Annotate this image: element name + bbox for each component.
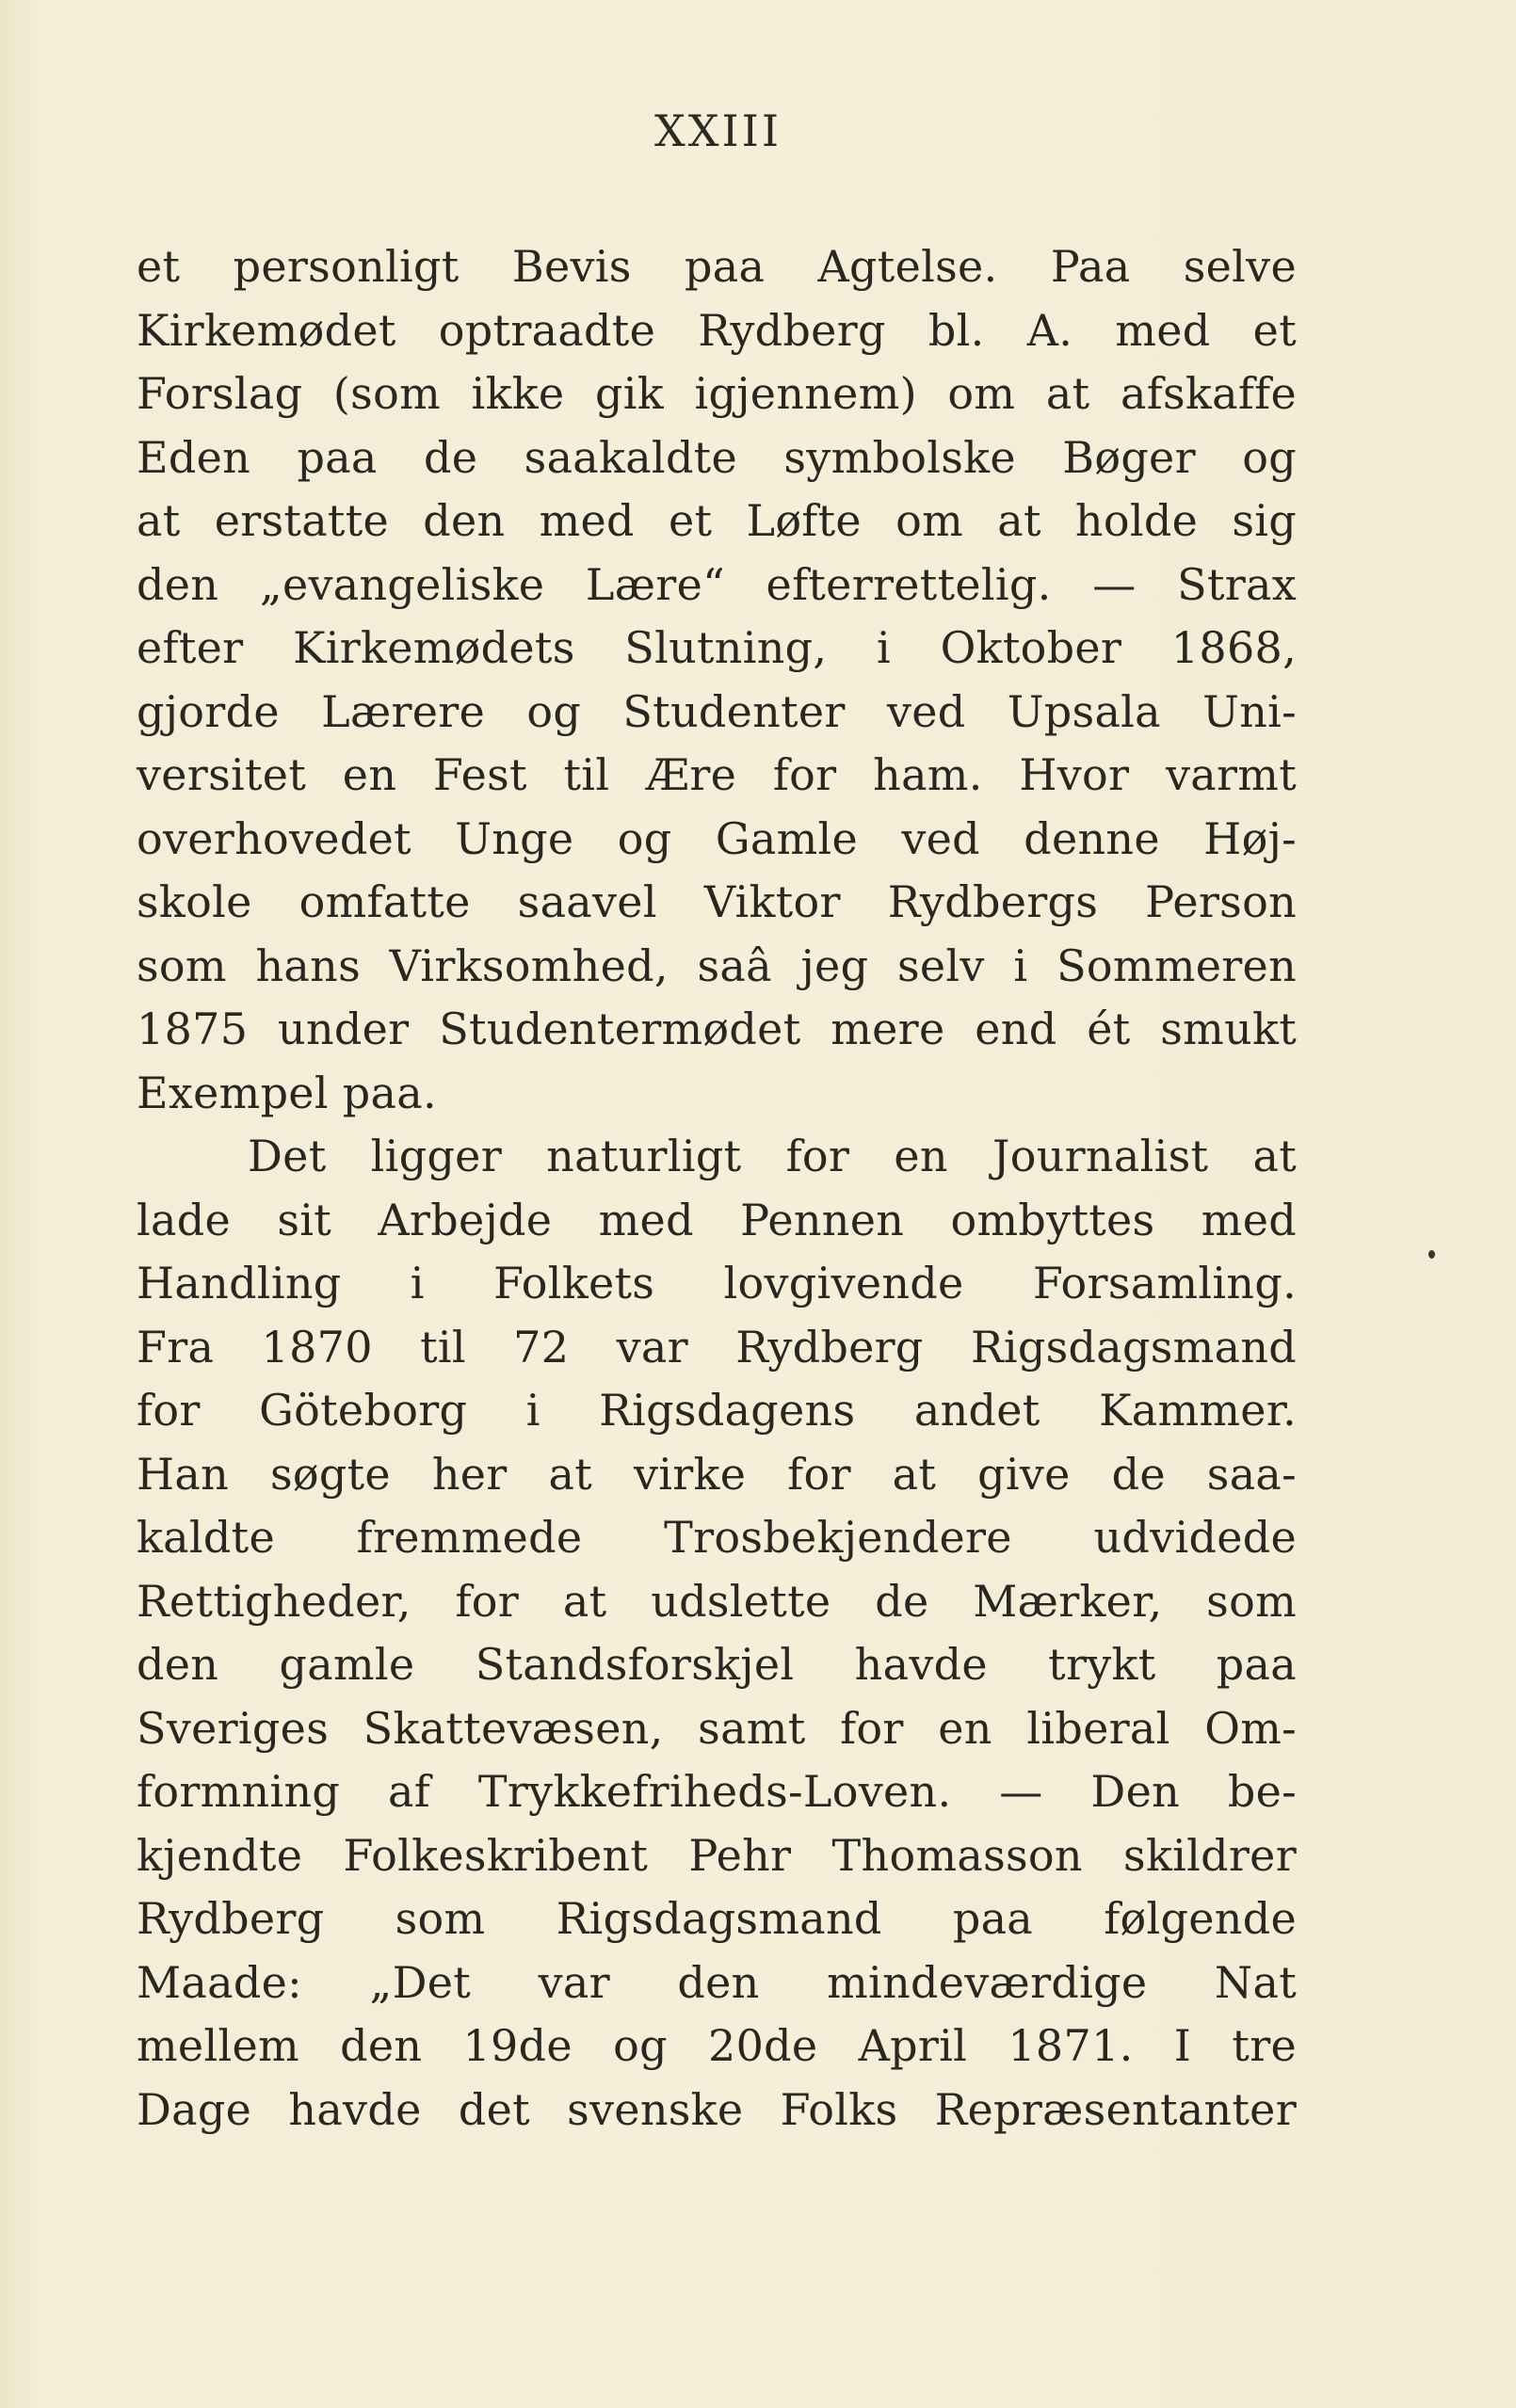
text-line: Han søgte her at virke for at give de saa- xyxy=(137,1448,1297,1500)
body-text xyxy=(137,235,1297,2142)
text-line: Rettigheder, for at udslette de Mærker, som xyxy=(137,1575,1297,1627)
text-line: Maade: „Det var den mindeværdige Nat xyxy=(137,1956,1297,2008)
text-line: Forslag (som ikke gik igjennem) om at afskaffe xyxy=(137,368,1297,419)
text-line: versitet en Fest til Ære for ham. Hvor varmt xyxy=(137,749,1297,800)
text-line: 1875 under Studentermødet mere end ét smukt xyxy=(137,1003,1297,1054)
text-line: lade sit Arbejde med Pennen ombyttes med xyxy=(137,1194,1297,1245)
text-line: for Göteborg i Rigsdagens andet Kammer. xyxy=(137,1385,1297,1436)
text-line: Rydberg som Rigsdagsmand paa følgende xyxy=(137,1893,1297,1944)
text-line: overhovedet Unge og Gamle ved denne Høj- xyxy=(137,812,1297,864)
paragraph-end-line: Exempel paa. xyxy=(137,1067,437,1118)
text-line: den gamle Standsforskjel havde trykt paa xyxy=(137,1639,1297,1690)
text-line: Dage havde det svenske Folks Repræsentanter xyxy=(137,2083,1297,2135)
paragraph-start-line: Det ligger naturligt for en Journalist at xyxy=(248,1131,1297,1181)
text-line: Sveriges Skattevæsen, samt for en liberal Om- xyxy=(137,1702,1297,1754)
text-line: gjorde Lærere og Studenter ved Upsala Uni- xyxy=(137,685,1297,737)
text-line: skole omfatte saavel Viktor Rydbergs Person xyxy=(137,876,1297,927)
text-line: Handling i Folkets lovgivende Forsamling. xyxy=(137,1258,1297,1308)
text-line: et personligt Bevis paa Agtelse. Paa selve xyxy=(137,241,1297,292)
text-line: kjendte Folkeskribent Pehr Thomasson skildrer xyxy=(137,1829,1297,1881)
text-line: at erstatte den med et Løfte om at holde sig xyxy=(137,495,1297,546)
text-line: formning af Trykkefriheds-Loven. — Den be- xyxy=(137,1766,1297,1817)
text-line: efter Kirkemødets Slutning, i Oktober 1868, xyxy=(137,622,1297,673)
text-line: Eden paa de saakaldte symbolske Bøger og xyxy=(137,431,1297,483)
text-line: som hans Virksomhed, saâ jeg selv i Sommeren xyxy=(137,939,1297,991)
text-line: kaldte fremmede Trosbekjendere udvidede xyxy=(137,1512,1297,1563)
text-line: Fra 1870 til 72 var Rydberg Rigsdagsmand xyxy=(137,1321,1297,1373)
ink-speck xyxy=(1428,1250,1435,1259)
page-number: XXIII xyxy=(653,105,782,156)
text-line: den „evangeliske Lære“ efterrettelig. — Strax xyxy=(137,558,1297,610)
text-line: mellem den 19de og 20de April 1871. I tre xyxy=(137,2020,1297,2071)
text-line: Kirkemødet optraadte Rydberg bl. A. med et xyxy=(137,304,1297,356)
